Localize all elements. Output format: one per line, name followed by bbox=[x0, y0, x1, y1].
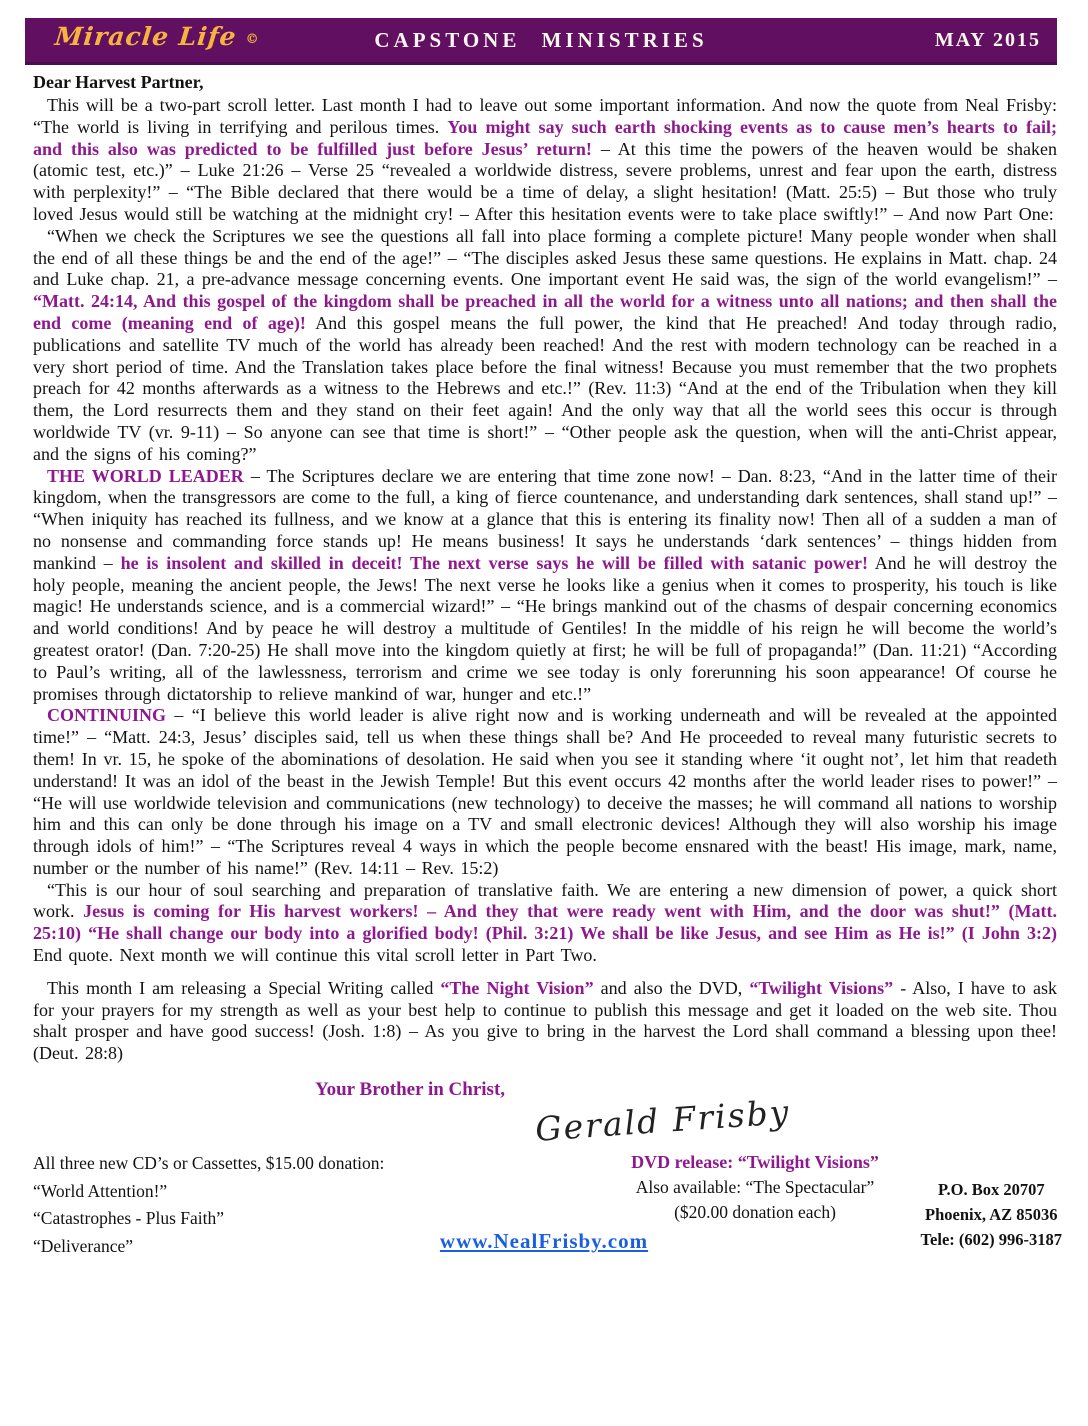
letter-body bbox=[33, 95, 1057, 1065]
paragraph-text: And he will destroy the holy people, meaning the ancient people, the Jews! The next verse he looks like a genius when it comes to prosperity, his touch is like magic! He understands science, and is a commercial wizard!” – “He brings mankind out of the chasms of despair concerning economics and world conditions! And by peace he will destroy a multitude of Gentiles! In the middle of his reign he will become the world’s greatest orator! (Dan. 7:20-25) He shall move into the kingdom quietly at first; he will be full of propaganda!” (Dan. 11:21) “According to Paul’s writing, all of the lawlessness, terrorism and crime we see today is only forerunning his soon appearance! Of course he promises through dictatorship to relieve mankind of war, hunger and etc.!” bbox=[33, 552, 1057, 704]
logo-text: Miracle Life bbox=[53, 22, 239, 51]
paragraph-text: - Also, I have to ask for your prayers for my strength as well as your best help to continue to publish this message and get it loaded on the web site. Thou shalt prosper and have good success! (Josh. 1:8) – As you give to bring in the harvest the Lord shall command a blessing upon thee! (Deut. 28:8) bbox=[33, 977, 1057, 1064]
cd-offer-heading: All three new CD’s or Cassettes, $15.00 donation: bbox=[33, 1153, 385, 1174]
dvd-release-line: DVD release: “Twilight Visions” bbox=[631, 1152, 879, 1173]
newsletter-page bbox=[0, 18, 1088, 1426]
paragraph-text: End quote. Next month we will continue this vital scroll letter in Part Two. bbox=[33, 945, 597, 966]
city-line: Phoenix, AZ 85036 bbox=[925, 1205, 1058, 1225]
footer bbox=[0, 1150, 1088, 1285]
paragraph-intro bbox=[33, 95, 1057, 226]
paragraph-text: – At this time the powers of the heaven would be shaken (atomic test, etc.)” – Luke 21:26 – Verse 25 “revealed a worldwide distress, severe problems, unrest and fear upon the earth, distress with perplexity!” – “The Bible declared that there would be a time of delay, a slight hesitation! (Matt. 25:5) – But those who truly loved Jesus would still be watching at the midnight cry! – After this hesitation events were to take place swiftly!” – And now Part One: bbox=[33, 138, 1057, 224]
contact-block bbox=[921, 1177, 1062, 1252]
paragraph-releases bbox=[33, 978, 1057, 1065]
cd-title: “World Attention!” bbox=[33, 1180, 168, 1201]
website-link[interactable]: www.NealFrisby.com bbox=[439, 1229, 649, 1254]
issue-date: MAY 2015 bbox=[934, 29, 1041, 51]
section-heading: THE WORLD LEADER bbox=[47, 465, 244, 486]
highlighted-text: “Matt. 24:14, And this gospel of the kingdom shall be preached in all the world for a witness unto all nations; and then shall the end come (meaning end of age)! bbox=[33, 291, 1057, 333]
section-heading: CONTINUING bbox=[47, 705, 167, 726]
paragraph-continuing bbox=[33, 705, 1057, 879]
paragraph-text: “When we check the Scriptures we see the questions all fall into place forming a complete picture! Many people wonder when shall the end of all these things be and the end of the age!” – “The disciples asked Jesus these same questions. He explains in Matt. chap. 24 and Luke chap. 21, a pre-advance message concerning events. One important event He said was, the sign of the world evangelism!” – bbox=[33, 225, 1057, 290]
highlighted-text: “Twilight Visions” bbox=[749, 977, 894, 998]
page-title: CAPSTONE MINISTRIES bbox=[374, 28, 708, 52]
also-available-line: Also available: “The Spectacular” bbox=[635, 1177, 875, 1198]
paragraph-soul-searching bbox=[33, 880, 1057, 967]
paragraph-text: And this gospel means the full power, the kind that He preached! And today through radio, publications and satellite TV much of the world has already been reached! And the rest with modern technology can be reached in a very short period of time. And the Translation takes place before the final witness! Because you must remember that the two prophets preach for 42 months afterwards as a witness to the Hebrews and etc.!” (Rev. 11:3) “And at the end of the Tribulation when they kill them, the Lord resurrects them and they stand on their feet again! And the only way that all the world sees this occur is through worldwide TV (vr. 9-11) – So anyone can see that time is short!” – “Other people ask the question, when will the anti-Christ appear, and the signs of his coming?” bbox=[33, 312, 1058, 464]
donation-line: ($20.00 donation each) bbox=[674, 1202, 836, 1223]
copyright-icon: © bbox=[245, 32, 260, 47]
paragraph-text: This will be a two-part scroll letter. Last month I had to leave out some important information. And now the quote from Neal Frisby: “The world is living in terrifying and perilous times. bbox=[33, 95, 1057, 137]
highlighted-text: You might say such earth shocking events as to cause men’s hearts to fail; and this also was predicted to be fulfilled just before Jesus’ return! bbox=[33, 116, 1057, 159]
paragraph-part-one bbox=[33, 226, 1057, 466]
paragraph-world-leader bbox=[33, 466, 1057, 706]
cd-title: “Deliverance” bbox=[33, 1235, 134, 1256]
salutation: Dear Harvest Partner, bbox=[33, 72, 204, 92]
signoff: Your Brother in Christ, bbox=[315, 1079, 506, 1101]
signature: Gerald Frisby bbox=[533, 1092, 792, 1149]
paragraph-text: This month I am releasing a Special Writing called bbox=[47, 977, 441, 998]
highlighted-text: “The Night Vision” bbox=[440, 977, 594, 998]
dvd-offer-block bbox=[565, 1150, 945, 1225]
highlighted-text: he is insolent and skilled in deceit! The next verse says he will be filled with satanic power! bbox=[120, 552, 868, 573]
paragraph-text: “This is our hour of soul searching and preparation of translative faith. We are entering a new dimension of power, a quick short work. bbox=[33, 879, 1057, 922]
paragraph-text: – “I believe this world leader is alive right now and is working underneath and will be revealed at the appointed time!” – “Matt. 24:3, Jesus’ disciples said, tell us when these things shall be? And He proceeded to reveal many futuristic secrets to them! In vr. 15, he spoke of the abominations of desolation. He said when you see it standing where ‘it ought not’, let him that readeth understand! It was an idol of the beast in the Jewish Temple! But this event occurs 42 months after the world leader rises to power!” – “He will use worldwide television and communications (new technology) to deceive the masses; he will command all nations to worship him and this can only be done through his image on a TV and small electronic devices! Although they will also worship his image through idols of him!” – “The Scriptures reveal 4 ways in which the people become ensnared with the beast! His image, mark, name, number or the number of his name!” (Rev. 14:11 – Rev. 15:2) bbox=[33, 705, 1057, 878]
cd-title: “Catastrophes - Plus Faith” bbox=[33, 1208, 225, 1229]
paragraph-text: and also the DVD, bbox=[593, 977, 750, 998]
header-banner bbox=[25, 18, 1057, 65]
paragraph-text: – The Scriptures declare we are entering that time zone now! – Dan. 8:23, “And in the latter time of their kingdom, when the transgressors are come to the full, a king of fierce countenance, and understanding dark sentences, shall stand up!” – “When iniquity has reached its fullness, and we know at a glance that this is entering its finality now! Then all of a sudden a man of no nonsense and commanding force stands up! He means business! It says he understands ‘dark sentences’ – things hidden from mankind – bbox=[33, 465, 1057, 573]
highlighted-text: Jesus is coming for His harvest workers! – And they that were ready went with Him, and the door was shut!” (Matt. 25:10) “He shall change our body into a glorified body! (Phil. 3:21) We shall be like Jesus, and see Him as He is!” (I John 3:2) bbox=[33, 901, 1057, 944]
phone-line: Tele: (602) 996-3187 bbox=[920, 1230, 1062, 1250]
po-box-line: P.O. Box 20707 bbox=[937, 1180, 1045, 1200]
